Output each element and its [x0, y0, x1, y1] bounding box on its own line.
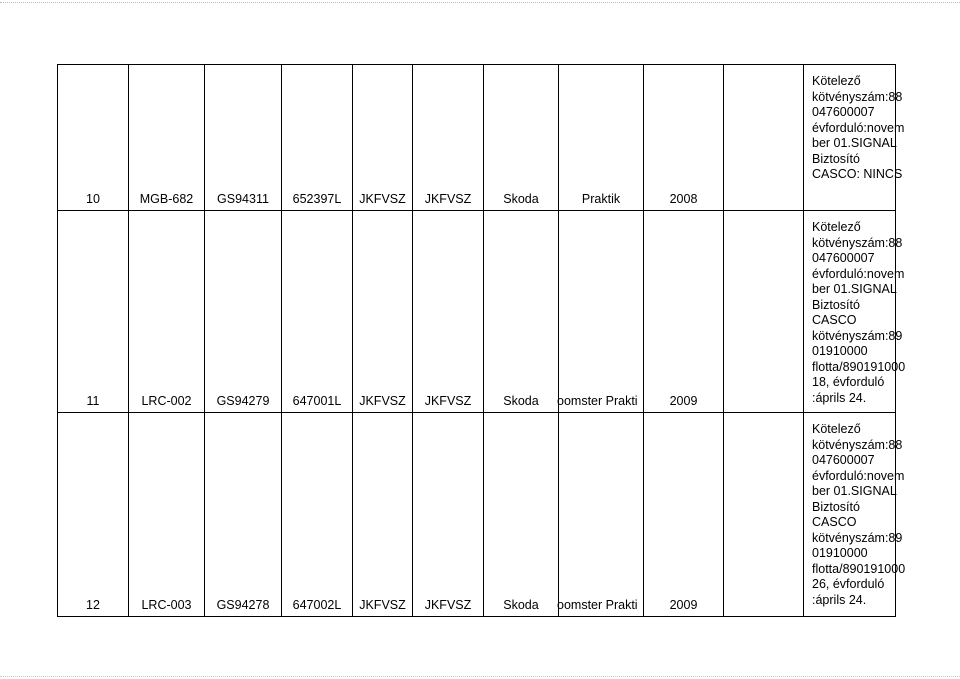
make: Skoda	[484, 413, 559, 617]
row-number: 10	[58, 65, 129, 211]
model: oomster Prakti	[559, 413, 644, 617]
chassis-number: GS94279	[205, 211, 282, 413]
note-line: kötvényszám:89	[812, 530, 903, 545]
note-line: évforduló:novem	[812, 120, 905, 135]
empty-cell	[724, 413, 804, 617]
note-line: CASCO: NINCS	[812, 167, 903, 181]
note-line: 26, évforduló	[812, 577, 885, 591]
registration-code: 647001L	[282, 211, 353, 413]
note-line: évforduló:novem	[812, 468, 905, 483]
note-line: flotta/890191000	[812, 561, 906, 576]
make: Skoda	[484, 211, 559, 413]
note-line: kötvényszám:88	[812, 89, 903, 104]
insurance-note	[804, 413, 906, 617]
row-number: 12	[58, 413, 129, 617]
empty-cell	[724, 211, 804, 413]
empty-cell	[724, 65, 804, 211]
chassis-number: GS94278	[205, 413, 282, 617]
model: Praktik	[559, 65, 644, 211]
table-row	[58, 413, 896, 617]
note-line: CASCO	[812, 313, 857, 327]
note-line: ber 01.SIGNAL	[812, 282, 897, 296]
registration-code: 647002L	[282, 413, 353, 617]
plate-number: LRC-002	[129, 211, 205, 413]
owner: JKFVSZ	[353, 211, 413, 413]
insurance-note	[804, 211, 906, 413]
note-line: Biztosító	[812, 151, 860, 166]
registration-code: 652397L	[282, 65, 353, 211]
model: oomster Prakti	[559, 211, 644, 413]
note-line: :áprils 24.	[812, 390, 867, 405]
year: 2009	[644, 413, 724, 617]
note-line: 047600007	[812, 105, 875, 119]
note-line: évforduló:novem	[812, 266, 905, 281]
note-line: 047600007	[812, 251, 875, 265]
make: Skoda	[484, 65, 559, 211]
year: 2008	[644, 65, 724, 211]
page-bottom-edge	[0, 676, 960, 677]
note-line: 18, évforduló	[812, 375, 885, 389]
note-line: kötvényszám:88	[812, 437, 903, 452]
table-row	[58, 65, 896, 211]
note-line: CASCO	[812, 515, 857, 529]
note-line: 01910000	[812, 344, 868, 358]
note-line: Kötelező	[812, 220, 861, 234]
owner: JKFVSZ	[353, 413, 413, 617]
note-line: flotta/890191000	[812, 359, 906, 374]
year: 2009	[644, 211, 724, 413]
user: JKFVSZ	[413, 413, 484, 617]
note-line: kötvényszám:88	[812, 235, 903, 250]
plate-number: LRC-003	[129, 413, 205, 617]
user: JKFVSZ	[413, 65, 484, 211]
row-number: 11	[58, 211, 129, 413]
note-line: Kötelező	[812, 422, 861, 436]
note-line: Biztosító	[812, 297, 860, 312]
note-line: ber 01.SIGNAL	[812, 484, 897, 498]
plate-number: MGB-682	[129, 65, 205, 211]
note-line: :áprils 24.	[812, 592, 867, 607]
insurance-note	[804, 65, 905, 211]
note-line: Kötelező	[812, 74, 861, 88]
note-line: kötvényszám:89	[812, 328, 903, 343]
note-line: Biztosító	[812, 499, 860, 514]
note-line: 01910000	[812, 546, 868, 560]
vehicle-table	[57, 64, 906, 617]
note-line: 047600007	[812, 453, 875, 467]
page-top-edge	[0, 2, 960, 3]
note-line: ber 01.SIGNAL	[812, 136, 897, 150]
chassis-number: GS94311	[205, 65, 282, 211]
owner: JKFVSZ	[353, 65, 413, 211]
table-row	[58, 211, 896, 413]
user: JKFVSZ	[413, 211, 484, 413]
